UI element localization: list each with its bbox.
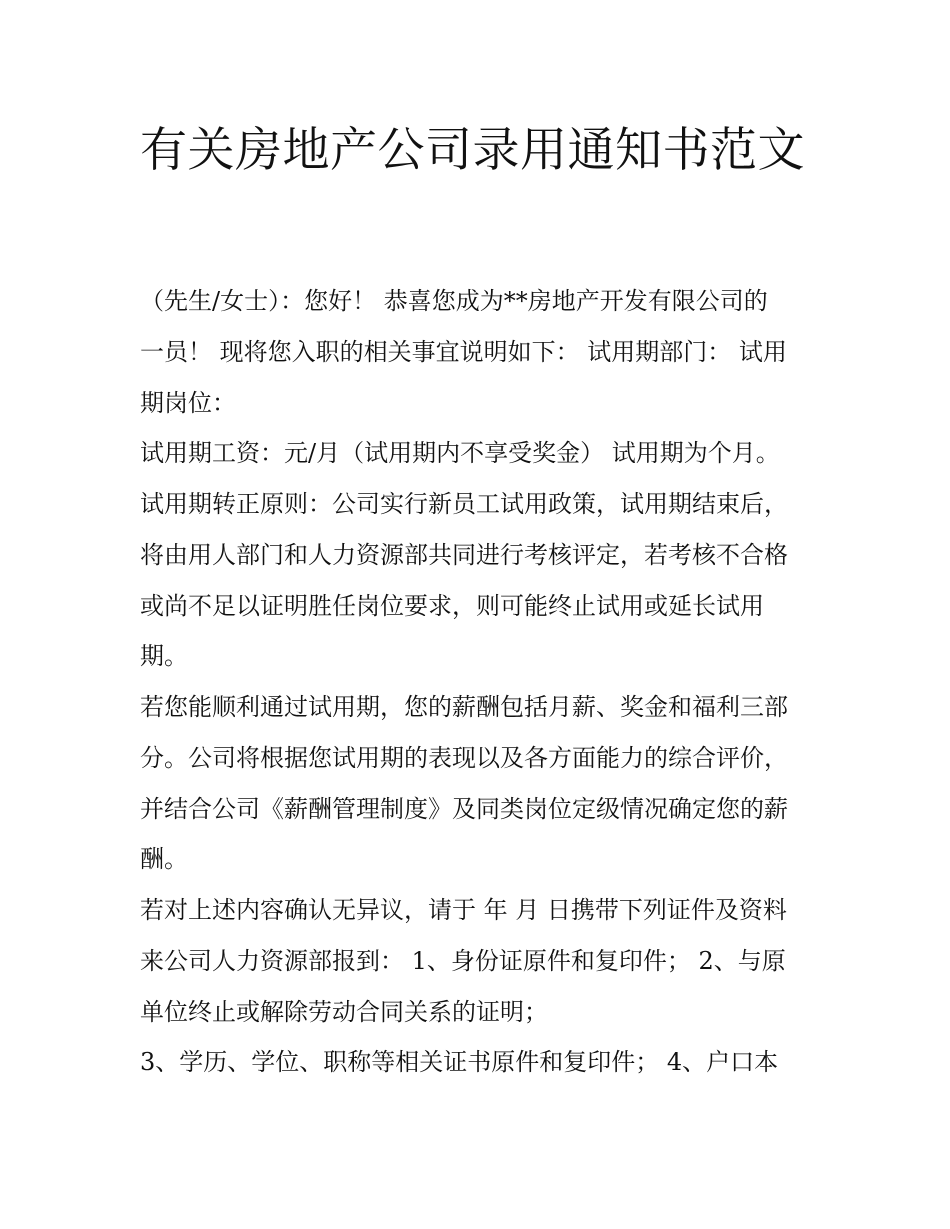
body-line: 并结合公司《薪酬管理制度》及同类岗位定级情况确定您的薪 xyxy=(140,795,788,823)
body-line: 分。公司将根据您试用期的表现以及各方面能力的综合评价， xyxy=(140,744,788,772)
body-line: 一员！ 现将您入职的相关事宜说明如下： 试用期部门： 试用 xyxy=(140,338,787,366)
document-title: 有关房地产公司录用通知书范文 xyxy=(140,123,805,178)
body-line: 期岗位： xyxy=(140,389,236,417)
body-line: 若对上述内容确认无异议，请于 年 月 日携带下列证件及资料 xyxy=(140,896,787,924)
body-line: 3、学历、学位、职称等相关证书原件和复印件； 4、户口本 xyxy=(140,1048,779,1076)
body-line: 来公司人力资源部报到： 1、身份证原件和复印件； 2、与原 xyxy=(140,947,786,975)
body-line: 将由用人部门和人力资源部共同进行考核评定，若考核不合格 xyxy=(140,541,788,569)
body-line: 或尚不足以证明胜任岗位要求，则可能终止试用或延长试用 xyxy=(140,592,764,620)
body-line: 若您能顺利通过试用期，您的薪酬包括月薪、奖金和福利三部 xyxy=(140,693,788,721)
body-line: 酬。 xyxy=(140,845,188,873)
body-line: 试用期转正原则：公司实行新员工试用政策，试用期结束后， xyxy=(140,490,788,518)
body-line: 单位终止或解除劳动合同关系的证明； xyxy=(140,998,548,1026)
body-line: （先生/女士）：您好！ 恭喜您成为**房地产开发有限公司的 xyxy=(140,287,768,315)
body-line: 试用期工资：元/月（试用期内不享受奖金） 试用期为个月。 xyxy=(140,439,780,467)
body-line: 期。 xyxy=(140,642,188,670)
